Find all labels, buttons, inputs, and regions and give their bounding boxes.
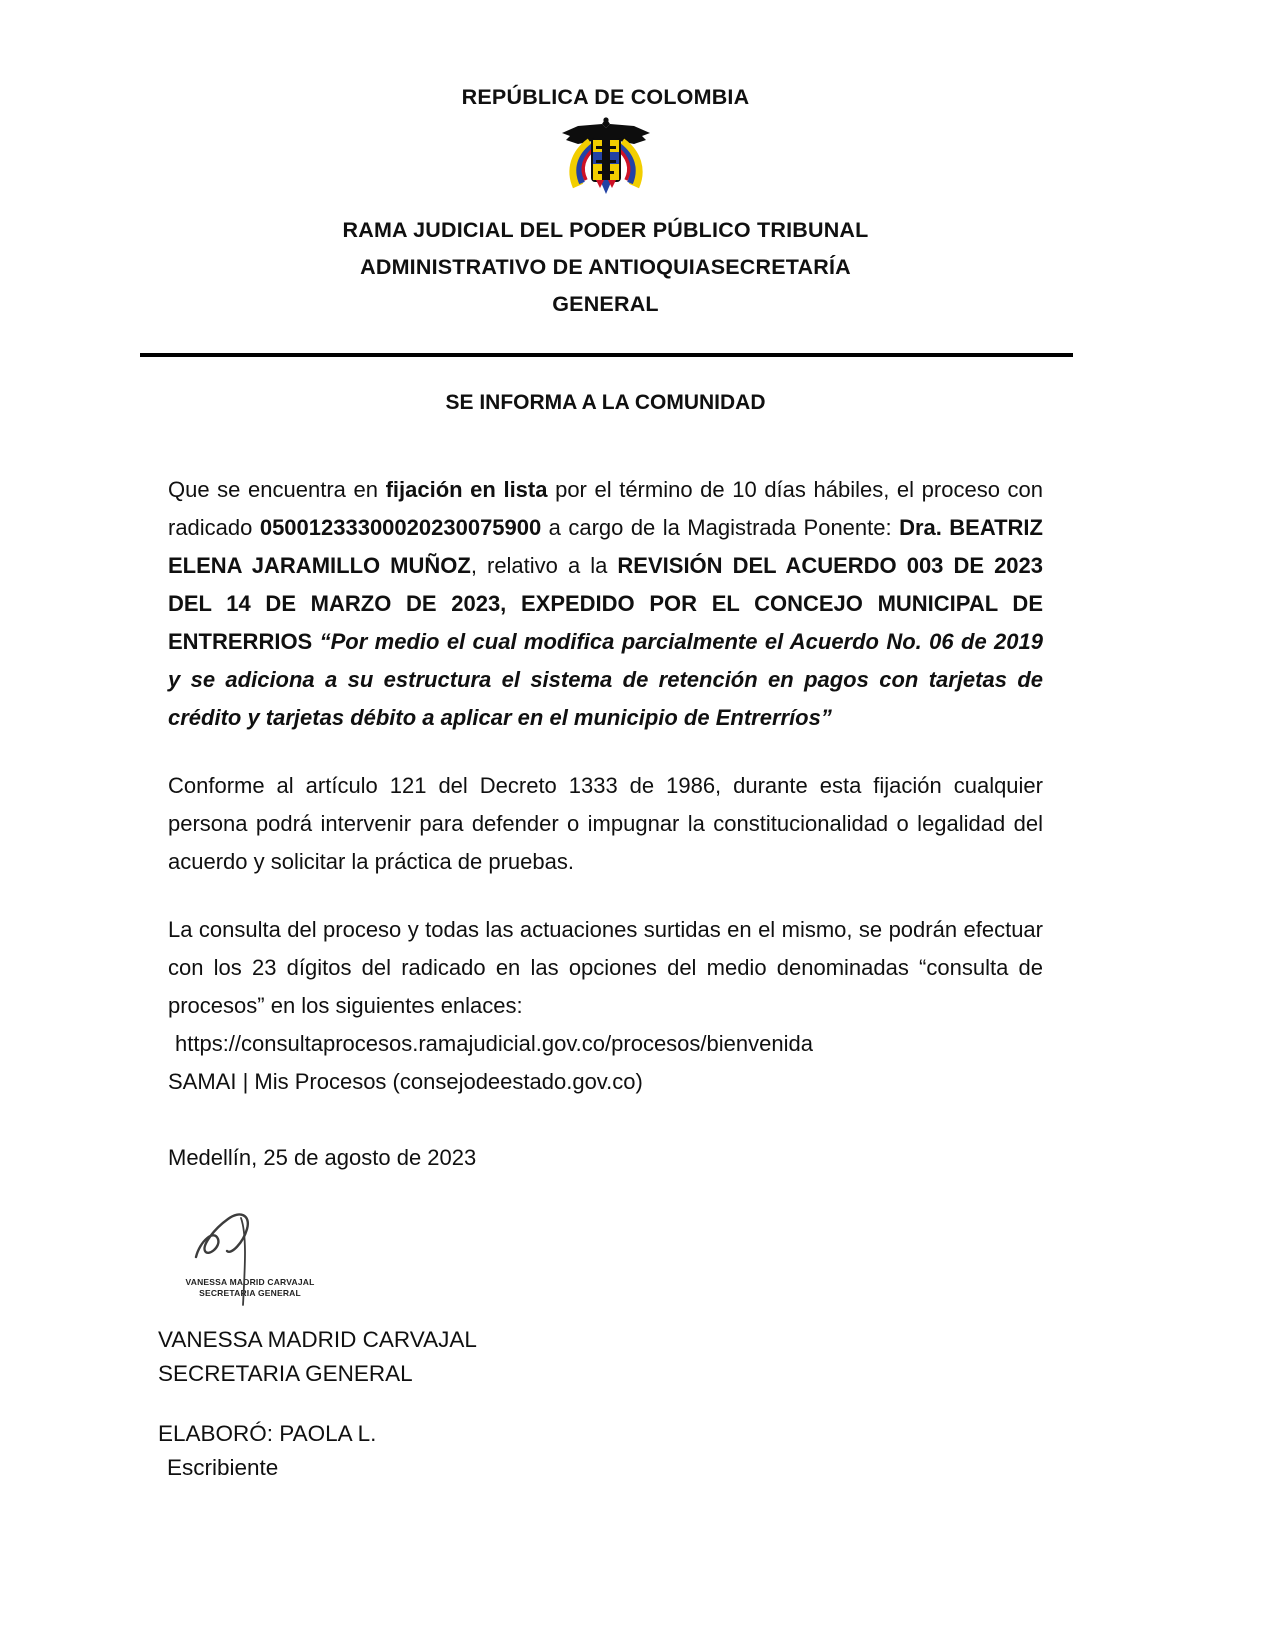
elaboration-block — [158, 1417, 1043, 1485]
signatory-block — [158, 1323, 1043, 1391]
colombia-coat-of-arms-icon — [558, 116, 654, 202]
coat-of-arms-wrap — [168, 116, 1043, 202]
document-body — [168, 471, 1043, 1101]
signatory-name: VANESSA MADRID CARVAJAL — [158, 1327, 477, 1352]
signature-block — [168, 1203, 428, 1315]
link-samai-mis-procesos: SAMAI | Mis Procesos (consejodeestado.gov.co) — [168, 1069, 643, 1094]
institution-name-line-3: GENERAL — [552, 292, 659, 316]
republic-title: REPÚBLICA DE COLOMBIA — [461, 85, 750, 109]
institution-name-line-1: RAMA JUDICIAL DEL PODER PÚBLICO TRIBUNAL — [342, 218, 869, 242]
signature-stamp-title: SECRETARIA GENERAL — [199, 1288, 301, 1298]
signature-stamp-name: VANESSA MADRID CARVAJAL — [185, 1277, 315, 1287]
handwritten-signature-icon — [188, 1205, 338, 1309]
notice-title: SE INFORMA A LA COMUNIDAD — [445, 391, 766, 414]
institution-name-line-2: ADMINISTRATIVO DE ANTIOQUIASECRETARÍA — [360, 255, 851, 279]
divider-rule — [140, 353, 1073, 357]
paragraph-decreto-1333: Conforme al artículo 121 del Decreto 1333 de 1986, durante esta fijación cualquier persona podrá intervenir para defender o impugnar la constitucionalidad o legalidad del acuerdo y solicitar la práctica de pruebas. — [168, 773, 1043, 874]
link-consultaprocesos-url: https://consultaprocesos.ramajudicial.gov.co/procesos/bienvenida — [175, 1031, 813, 1056]
elaborated-by: ELABORÓ: PAOLA L. — [158, 1421, 377, 1446]
elaborated-role: Escribiente — [167, 1455, 279, 1480]
signatory-title: SECRETARIA GENERAL — [158, 1361, 413, 1386]
paragraph-consulta-proceso: La consulta del proceso y todas las actuaciones surtidas en el mismo, se podrán efectuar con los 23 dígitos del radicado en las opciones del medio denominadas “consulta de procesos” en los siguientes enlaces: — [168, 917, 1043, 1018]
date-line: Medellín, 25 de agosto de 2023 — [168, 1145, 477, 1170]
paragraph-fijacion-en-lista: Que se encuentra en fijación en lista por el término de 10 días hábiles, el proceso con radicado 05001233300020230075900 a cargo de la Magistrada Ponente: Dra. BEATRIZ ELENA JARAMILLO MUÑOZ, relativo a la REVISIÓN DEL ACUERDO 003 DE 2023 DEL 14 DE MARZO DE 2023, EXPEDIDO POR EL CONCEJO MUNICIPAL DE ENTRERRIOS “Por medio el cual modifica parcialmente el Acuerdo No. 06 de 2019 y se adiciona a su estructura el sistema de retención en pagos con tarjetas de crédito y tarjetas débito a aplicar en el municipio de Entrerríos” — [168, 477, 1044, 730]
